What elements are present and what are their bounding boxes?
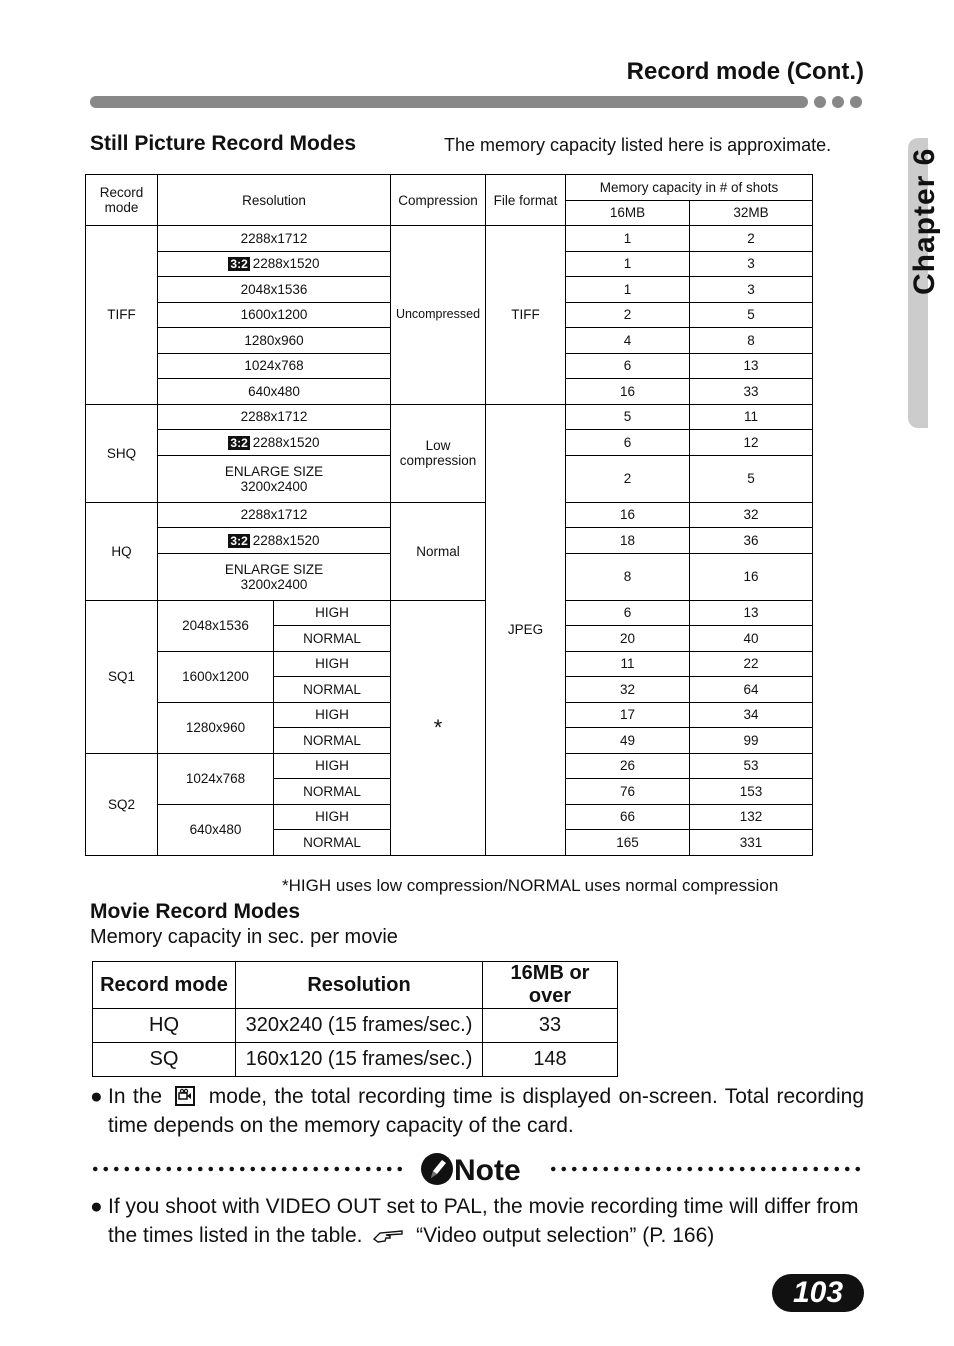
cap16-cell: 49 [566, 728, 690, 754]
res-text: 2288x1520 [252, 532, 320, 548]
cap32-cell: 331 [690, 830, 813, 856]
movie-modes-table [92, 961, 618, 1077]
cap16-cell: 11 [566, 651, 690, 677]
compression-cell: Normal [391, 502, 486, 600]
movie-mode-paragraph [90, 1082, 864, 1140]
res-cell: 2288x1712 [158, 226, 391, 252]
mode-cell: TIFF [86, 226, 158, 405]
compression-cell: Low compression [391, 404, 486, 502]
cap32-cell: 153 [690, 779, 813, 805]
res-text: 3200x2400 [240, 478, 308, 494]
mode-cell: SHQ [86, 404, 158, 502]
res-cell: 1024x768 [158, 753, 274, 804]
cap16-cell: 6 [566, 430, 690, 456]
cap16-cell: 66 [566, 804, 690, 830]
still-section-title: Still Picture Record Modes [90, 132, 357, 155]
page-number: 103 [772, 1274, 864, 1312]
cap32-cell: 132 [690, 804, 813, 830]
res-text: ENLARGE SIZE [224, 561, 324, 577]
movie-cap-cell: 148 [483, 1043, 618, 1077]
cap32-cell: 3 [690, 277, 813, 303]
cap16-cell: 1 [566, 226, 690, 252]
movie-res-cell: 320x240 (15 frames/sec.) [236, 1009, 483, 1043]
chapter-label-text: Chapter 6 [908, 147, 941, 295]
res-cell: 640x480 [158, 804, 274, 855]
quality-cell: HIGH [274, 804, 391, 830]
bullet: ● [90, 1085, 103, 1108]
res-cell: 640x480 [158, 379, 391, 405]
res-cell: 1280x960 [158, 328, 391, 354]
cap32-cell: 36 [690, 528, 813, 554]
note-paragraph [90, 1192, 864, 1250]
res-text: 3200x2400 [240, 576, 308, 592]
bullet: ● [90, 1195, 103, 1218]
res-cell: 1024x768 [158, 353, 391, 379]
mode-cell: SQ2 [86, 753, 158, 855]
res-text: ENLARGE SIZE [224, 463, 324, 479]
mode-cell: HQ [86, 502, 158, 600]
format-cell: JPEG [486, 404, 566, 855]
approx-note: The memory capacity listed here is approximate. [444, 135, 832, 155]
cap16-cell: 5 [566, 404, 690, 430]
cap32-cell: 53 [690, 753, 813, 779]
cap16-cell: 6 [566, 600, 690, 626]
res-cell: 1280x960 [158, 702, 274, 753]
res-cell: 2288x1712 [158, 502, 391, 528]
cap16-cell: 6 [566, 353, 690, 379]
mode-cell: SQ1 [86, 600, 158, 753]
quality-cell: HIGH [274, 651, 391, 677]
cap32-cell: 5 [690, 455, 813, 502]
cap32-cell: 99 [690, 728, 813, 754]
res-cell [158, 528, 391, 554]
cap16-cell: 4 [566, 328, 690, 354]
res-cell [158, 553, 391, 600]
cap32-cell: 11 [690, 404, 813, 430]
note-pencil-icon [420, 1152, 454, 1186]
quality-cell: NORMAL [274, 626, 391, 652]
quality-cell: NORMAL [274, 728, 391, 754]
pointing-hand-icon [372, 1225, 406, 1245]
dotted-rule [548, 1166, 864, 1172]
format-cell: TIFF [486, 226, 566, 405]
cap16-cell: 2 [566, 302, 690, 328]
cap32-cell: 3 [690, 251, 813, 277]
compression-footnote: *HIGH uses low compression/NORMAL uses normal compression [282, 876, 779, 895]
cap16-cell: 76 [566, 779, 690, 805]
header-resolution: Resolution [158, 175, 391, 226]
dotted-rule [90, 1166, 408, 1172]
header-dot [814, 96, 826, 108]
cap32-cell: 32 [690, 502, 813, 528]
res-cell [158, 455, 391, 502]
cap32-cell: 33 [690, 379, 813, 405]
header-16mb: 16MB [566, 200, 690, 226]
movie-mode-cell: SQ [93, 1043, 236, 1077]
cap32-cell: 34 [690, 702, 813, 728]
movie-mode-cell: HQ [93, 1009, 236, 1043]
note-label: Note [454, 1154, 521, 1187]
quality-cell: HIGH [274, 753, 391, 779]
cap32-cell: 12 [690, 430, 813, 456]
still-modes-table [85, 174, 813, 856]
cap16-cell: 1 [566, 277, 690, 303]
ratio-badge: 3:2 [230, 257, 248, 272]
note-divider [90, 1152, 864, 1188]
cap32-cell: 16 [690, 553, 813, 600]
cap16-cell: 32 [566, 677, 690, 703]
cap32-cell: 5 [690, 302, 813, 328]
cap16-cell: 165 [566, 830, 690, 856]
quality-cell: NORMAL [274, 830, 391, 856]
header-compression: Compression [391, 175, 486, 226]
quality-cell: HIGH [274, 600, 391, 626]
movie-res-cell: 160x120 (15 frames/sec.) [236, 1043, 483, 1077]
compression-cell: Uncompressed [391, 226, 486, 405]
para-text: “Video output selection” (P. 166) [416, 1224, 715, 1247]
cap16-cell: 8 [566, 553, 690, 600]
movie-section-title: Movie Record Modes [90, 900, 301, 923]
cap16-cell: 16 [566, 379, 690, 405]
cap16-cell: 26 [566, 753, 690, 779]
header-memory: Memory capacity in # of shots [566, 175, 813, 201]
ratio-badge: 3:2 [230, 533, 248, 548]
movie-cap-cell: 33 [483, 1009, 618, 1043]
quality-cell: NORMAL [274, 677, 391, 703]
quality-cell: HIGH [274, 702, 391, 728]
cap16-cell: 1 [566, 251, 690, 277]
res-cell [158, 251, 391, 277]
res-cell: 1600x1200 [158, 302, 391, 328]
movie-subtitle: Memory capacity in sec. per movie [90, 926, 398, 948]
compression-cell: * [391, 600, 486, 855]
res-text: 2288x1520 [252, 434, 320, 450]
cap32-cell: 13 [690, 600, 813, 626]
header-dot [832, 96, 844, 108]
res-cell: 1600x1200 [158, 651, 274, 702]
res-text: 2288x1520 [252, 256, 320, 272]
header-file-format: File format [486, 175, 566, 226]
movie-header-resolution: Resolution [236, 962, 483, 1009]
res-cell: 2048x1536 [158, 277, 391, 303]
ratio-badge: 3:2 [230, 435, 248, 450]
para-text: In the [108, 1085, 163, 1108]
para-text: mode, the total recording time is displayed on-screen. Total recording time depends on the memory capacity of the card. [108, 1085, 865, 1137]
header-dot [850, 96, 862, 108]
para-text: If you shoot with VIDEO OUT set to PAL, the movie recording time will differ from the times listed in the table. [108, 1195, 859, 1247]
movie-header-mode: Record mode [93, 962, 236, 1009]
movie-header-capacity: 16MB or over [483, 962, 618, 1009]
cap32-cell: 22 [690, 651, 813, 677]
header-32mb: 32MB [690, 200, 813, 226]
quality-cell: NORMAL [274, 779, 391, 805]
cap32-cell: 64 [690, 677, 813, 703]
cap16-cell: 16 [566, 502, 690, 528]
cap16-cell: 20 [566, 626, 690, 652]
cap32-cell: 40 [690, 626, 813, 652]
cap32-cell: 13 [690, 353, 813, 379]
res-cell: 2048x1536 [158, 600, 274, 651]
cap16-cell: 17 [566, 702, 690, 728]
cap32-cell: 2 [690, 226, 813, 252]
page-header-title: Record mode (Cont.) [626, 58, 864, 85]
header-rule [90, 96, 808, 108]
cap32-cell: 8 [690, 328, 813, 354]
cap16-cell: 2 [566, 455, 690, 502]
res-cell: 2288x1712 [158, 404, 391, 430]
header-record-mode: Record mode [86, 175, 158, 226]
cap16-cell: 18 [566, 528, 690, 554]
note-heading [420, 1152, 521, 1188]
chapter-label [908, 145, 948, 295]
res-cell [158, 430, 391, 456]
movie-mode-icon [175, 1086, 195, 1106]
